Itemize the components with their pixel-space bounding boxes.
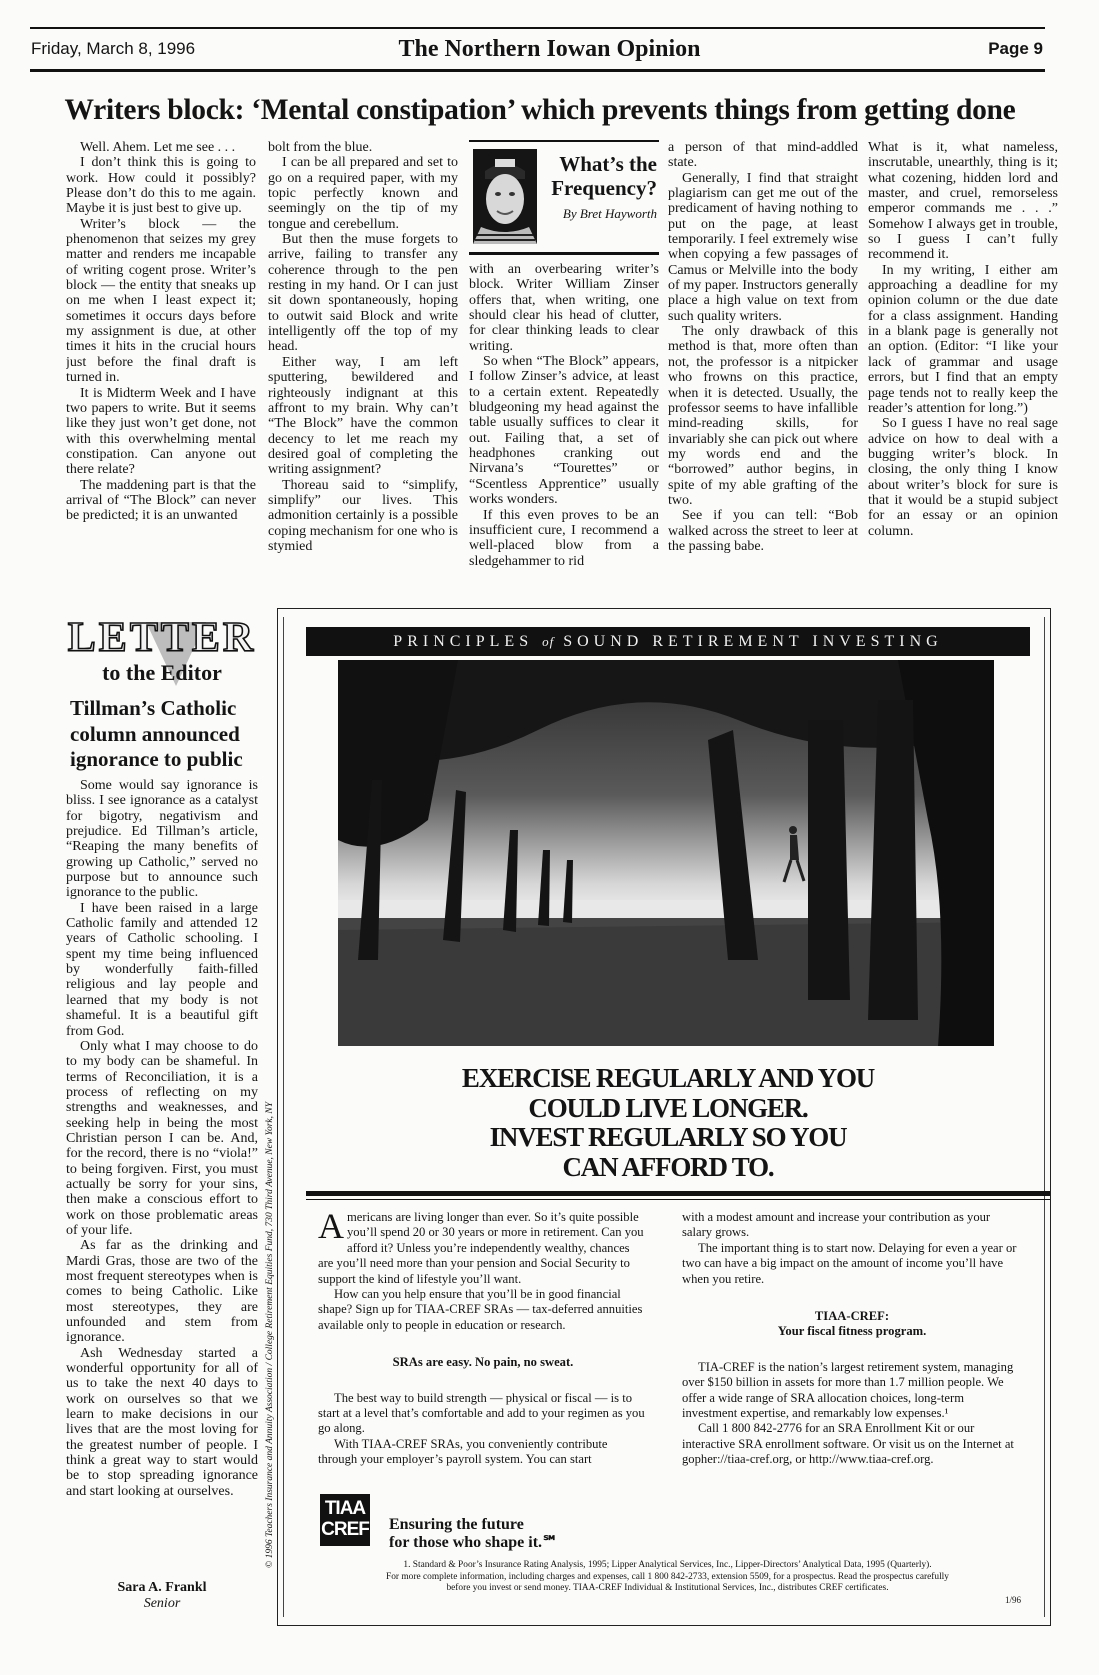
ad-tagline — [389, 1516, 558, 1552]
column-logo-box — [469, 140, 659, 255]
logo-line-1: TIAA — [324, 1498, 366, 1519]
ad-headline-line-4: CAN AFFORD TO. — [562, 1151, 774, 1182]
masthead-bottom-rule — [30, 69, 1045, 72]
ad-code: 1/96 — [1005, 1595, 1022, 1605]
article-paragraph: I can be all prepared and set to go on a required paper, with my topic perfectly known and seemingly on the tip of my tongue and cerebellum. — [268, 155, 458, 232]
letter-heading — [66, 614, 258, 689]
article-paragraph: See if you can tell: “Bob walked across the street to leer at the passing babe. — [668, 508, 858, 554]
letter-paragraph: Only what I may choose to do to my body can be shameful. In terms of Reconciliation, it is a process of reflecting on my strengths and weaknesses, and seeking help in being the most Christian person I can be. And, for the record, there is no “viola!” to being forgiven. First, you must actually be sorry for your sins, then make a conscious effort to work on those problematic areas of your life. — [66, 1038, 258, 1238]
article-paragraph: In my writing, I either am approaching a deadline for my opinion column or the due date for a class assignment. Handing in a blank page is generally not an option. (Editor: “I like your lack of grammar and usage errors, but I find that an empty page tends not to really keep the reader’s attention for long.”) — [868, 262, 1058, 416]
ad-tagline-2: for those who shape it.℠ — [389, 1534, 559, 1551]
article-paragraph: I don’t think this is going to work. How could it possibly? Please don’t do this to me again. Maybe it is just best to give up. — [66, 155, 256, 217]
article-paragraph: Thoreau said to “simplify, simplify” our lives. This admonition certainly is a possible coping mechanism for one who is stymied — [268, 477, 458, 554]
article-paragraph: What is it, what nameless, inscrutable, unearthly, thing is it; what cozening, hidden lord and master, and cruel, remorseless emperor commands me . . .” Somehow I always get in trouble, so I guess I can’t fully recommend it. — [868, 140, 1058, 263]
letter-signature-title: Senior — [143, 1596, 181, 1611]
article-column-3 — [469, 262, 659, 602]
issue-date: Friday, March 8, 1996 — [31, 39, 196, 58]
article-paragraph: So I guess I have no real sage advice on how to deal with a bugging writer’s block. In closing, the only thing I know about writer’s block for sure is that it would be a stupid subject for an essay or an opinion column. — [868, 416, 1058, 539]
article-paragraph: The maddening part is that the arrival of “The Block” can never be predicted; it is an unwanted — [66, 477, 256, 524]
masthead-top-rule — [30, 27, 1045, 29]
article-headline: Writers block: ‘Mental constipation’ which prevents things from getting done — [64, 94, 1016, 126]
ad-banner-text-1: PRINCIPLES — [393, 633, 534, 650]
ad-right-p1: with a modest amount and increase your contribution as your salary grows. — [682, 1210, 991, 1240]
article-paragraph: If this even proves to be an insufficient cure, I recommend a well-placed blow from a sledgehammer to rid — [469, 507, 659, 569]
letter-paragraph: I have been raised in a large Catholic family and attended 12 years of Catholic schooling. I spent my time being influenced by wonderfully faith-filled religious and lay people and learned that my body is not shameful. It is a beautiful gift from God. — [66, 900, 258, 1039]
ad-photo-runner-trees — [338, 660, 994, 1046]
article-paragraph: The only drawback of this method is that, more often than not, the professor is a nitpicker who frowns on this practice, when it is detected. Usually, the professor seems to have infallible mind-reading skills, for invariably she can pick out where my words end and the “borrowed” author begins, in spite of my able grafting of the two. — [668, 324, 858, 508]
letter-label: LETTER — [67, 615, 257, 661]
ad-tagline-1: Ensuring the future — [389, 1516, 524, 1533]
ad-right-p3: TIA-CREF is the nation’s largest retirement system, managing over $150 billion in assets for more than 1.7 million people. We offer a wide range of SRA allocation choices, long-term investment expertise, and remarkably low expenses.¹ — [682, 1359, 1014, 1421]
letter-sublabel: to the Editor — [102, 660, 222, 685]
ad-footnotes — [300, 1560, 1035, 1595]
ad-left-p3: The best way to build strength — physical or fiscal — is to start at a level that’s comfortable and add to your regimen as you go along. — [318, 1390, 645, 1436]
article-paragraph: Writer’s block — the phenomenon that seizes my grey matter and renders me incapable of writing cogent prose. Writer’s block — the entity that sneaks up on me when I least expect it; sometimes it occurs days before my assignment is due, at other times it hits in the crucial hours just before the final draft is turned in. — [66, 216, 256, 386]
article-paragraph: It is Midterm Week and I have two papers to write. But it seems like they just won’t get done, not with this overwhelming mental constipation. Can anyone out there relate? — [66, 385, 256, 478]
ad-left-p2: How can you help ensure that you’ll be in good financial shape? Sign up for TIAA-CREF SRAs — tax-deferred annuities available only to people in education or research. — [318, 1287, 643, 1332]
article-paragraph: Well. Ahem. Let me see . . . — [80, 140, 236, 155]
ad-left-p4: With TIAA-CREF SRAs, you conveniently contribute through your employer’s payroll system. You can start — [318, 1436, 608, 1467]
letter-paragraph: As far as the drinking and Mardi Gras, those are two of the most frequent stereotypes when is comes to being Catholic. Like most stereotypes, they are unfounded and stem from ignorance. — [66, 1238, 258, 1346]
ad-divider-thin — [306, 1199, 1050, 1200]
article-paragraph: bolt from the blue. — [268, 140, 373, 155]
ad-footnote-3: before you invest or send money. TIAA-CREF Individual & Institutional Services, Inc., distributes CREF certificates. — [446, 1583, 889, 1593]
column-byline: By Bret Hayworth — [562, 206, 657, 221]
ad-right-subhead-1: TIAA-CREF: — [814, 1309, 890, 1324]
ad-headline-line-1: EXERCISE REGULARLY AND YOU — [461, 1063, 875, 1093]
article-column-1 — [66, 140, 256, 602]
letter-body — [66, 778, 258, 1570]
page-number: Page 9 — [988, 39, 1043, 58]
ad-divider-thick — [306, 1191, 1050, 1196]
article-column-4 — [668, 140, 858, 602]
ad-right-p4: Call 1 800 842-2776 for an SRA Enrollment Kit or our interactive SRA enrollment software. Or visit us on the Internet at gopher://tiaa-cref.org, or http://www.tiaa-cref.org. — [682, 1421, 1014, 1467]
ad-banner-of: of — [542, 634, 555, 649]
letter-paragraph: Ash Wednesday started a wonderful opportunity for all of us to take the next 40 days to work on ourselves so that we learn to make decisions in our lives that are the most loving for the greatest number of people. I think a great way to start would be to stop spreading ignorance and start looking at ourselves. — [66, 1345, 258, 1499]
ad-inner-line-right — [1044, 617, 1045, 1617]
article-paragraph: But then the muse forgets to arrive, failing to transfer any coherence through to the pen resting in my hand. Or I can just sit down spontaneously, hoping to outwit said Block and write intelligently off the top of my head. — [268, 232, 458, 355]
column-title-2: Frequency? — [551, 176, 657, 200]
section-title: The Northern Iowan Opinion — [398, 36, 701, 62]
ad-right-p2: The important thing is to start now. Delaying for even a year or two can have a big impact on the amount of income you’ll have when you retire. — [682, 1240, 1017, 1286]
ad-body-right — [682, 1210, 1022, 1468]
article-paragraph: with an overbearing writer’s block. Writer William Zinser offers that, when writing, one should clear his head of clutter, for clear thinking leads to clear writing. — [469, 262, 659, 354]
ad-banner — [306, 627, 1030, 656]
letter-headline: Tillman’s Catholic column announced ignorance to public — [70, 696, 243, 771]
tiaa-cref-logo — [320, 1494, 370, 1546]
ad-right-subhead-2: Your fiscal fitness program. — [777, 1324, 927, 1339]
article-paragraph: So when “The Block” appears, I follow Zinser’s advice, at least to a certain extent. Repeatedly bludgeoning my head against the table usually suffices to clear it out. Failing that, a set of headphones cranking out Nirvana’s “Tourettes” or “Scentless Apprentice” usually works wonders. — [469, 354, 659, 508]
ad-left-subhead: SRAs are easy. No pain, no sweat. — [392, 1355, 574, 1370]
ad-footnote-2: For more complete information, including charges and expenses, call 1 800 842-2733, extension 5509, for a prospectus. Read the prospectus carefully — [386, 1571, 949, 1582]
columnist-photo — [473, 149, 537, 244]
column-title-1: What’s the — [559, 152, 657, 176]
letter-signature: Sara A. Frankl — [117, 1580, 207, 1595]
ad-vertical-credit: © 1996 Teachers Insurance and Annuity Association / College Retirement Equities Fund, 730 Third Avenue, New York, NY — [265, 1102, 275, 1569]
drop-cap: A — [318, 1206, 344, 1246]
article-column-5 — [868, 140, 1058, 602]
ad-banner-text-2: SOUND RETIREMENT INVESTING — [563, 633, 943, 650]
article-paragraph: Either way, I am left sputtering, bewildered and righteously indignant at this affront to my brain. Why can’t “The Block” have the common decency to let me reach my desired goal of completing the writing assignment? — [268, 354, 458, 478]
ad-left-p1 — [318, 1206, 648, 1287]
logo-line-2: CREF — [321, 1519, 369, 1540]
ad-headline — [306, 1064, 1030, 1182]
ad-footnote-1: 1. Standard & Poor’s Insurance Rating Analysis, 1995; Lipper Analytical Services, Inc., Lipper-Directors’ Analytical Data, 1995 (Quarterly). — [403, 1560, 932, 1570]
article-paragraph: a person of that mind-addled state. — [668, 140, 858, 171]
ad-left-p1-text: mericans are living longer than ever. So it’s quite possible you’ll spend 20 or 30 years or more in retirement. Can you afford it? Unless you’re independently wealthy, chances are you’ll need more than your pension and Social Security to support the kind of lifestyle you’ll want. — [318, 1210, 644, 1286]
ad-body-left — [318, 1206, 648, 1468]
article-column-2 — [268, 140, 458, 602]
ad-inner-line-left — [283, 617, 284, 1617]
letter-paragraph: Some would say ignorance is bliss. I see ignorance as a catalyst for bigotry, negativism and prejudice. Ed Tillman’s article, “Reaping the many benefits of growing up Catholic,” served no purpose but to announce such ignorance to the public. — [66, 778, 258, 901]
ad-headline-line-3: INVEST REGULARLY SO YOU — [489, 1122, 847, 1152]
article-paragraph: Generally, I find that straight plagiarism can get me out of the predicament of having nothing to put on the page, at least temporarily. I feel extremely wise when copying a few passages of Camus or Melville into the body of my paper. Instructors generally place a high value on text from such quality writers. — [668, 170, 858, 324]
ad-headline-line-2: COULD LIVE LONGER. — [528, 1092, 808, 1123]
